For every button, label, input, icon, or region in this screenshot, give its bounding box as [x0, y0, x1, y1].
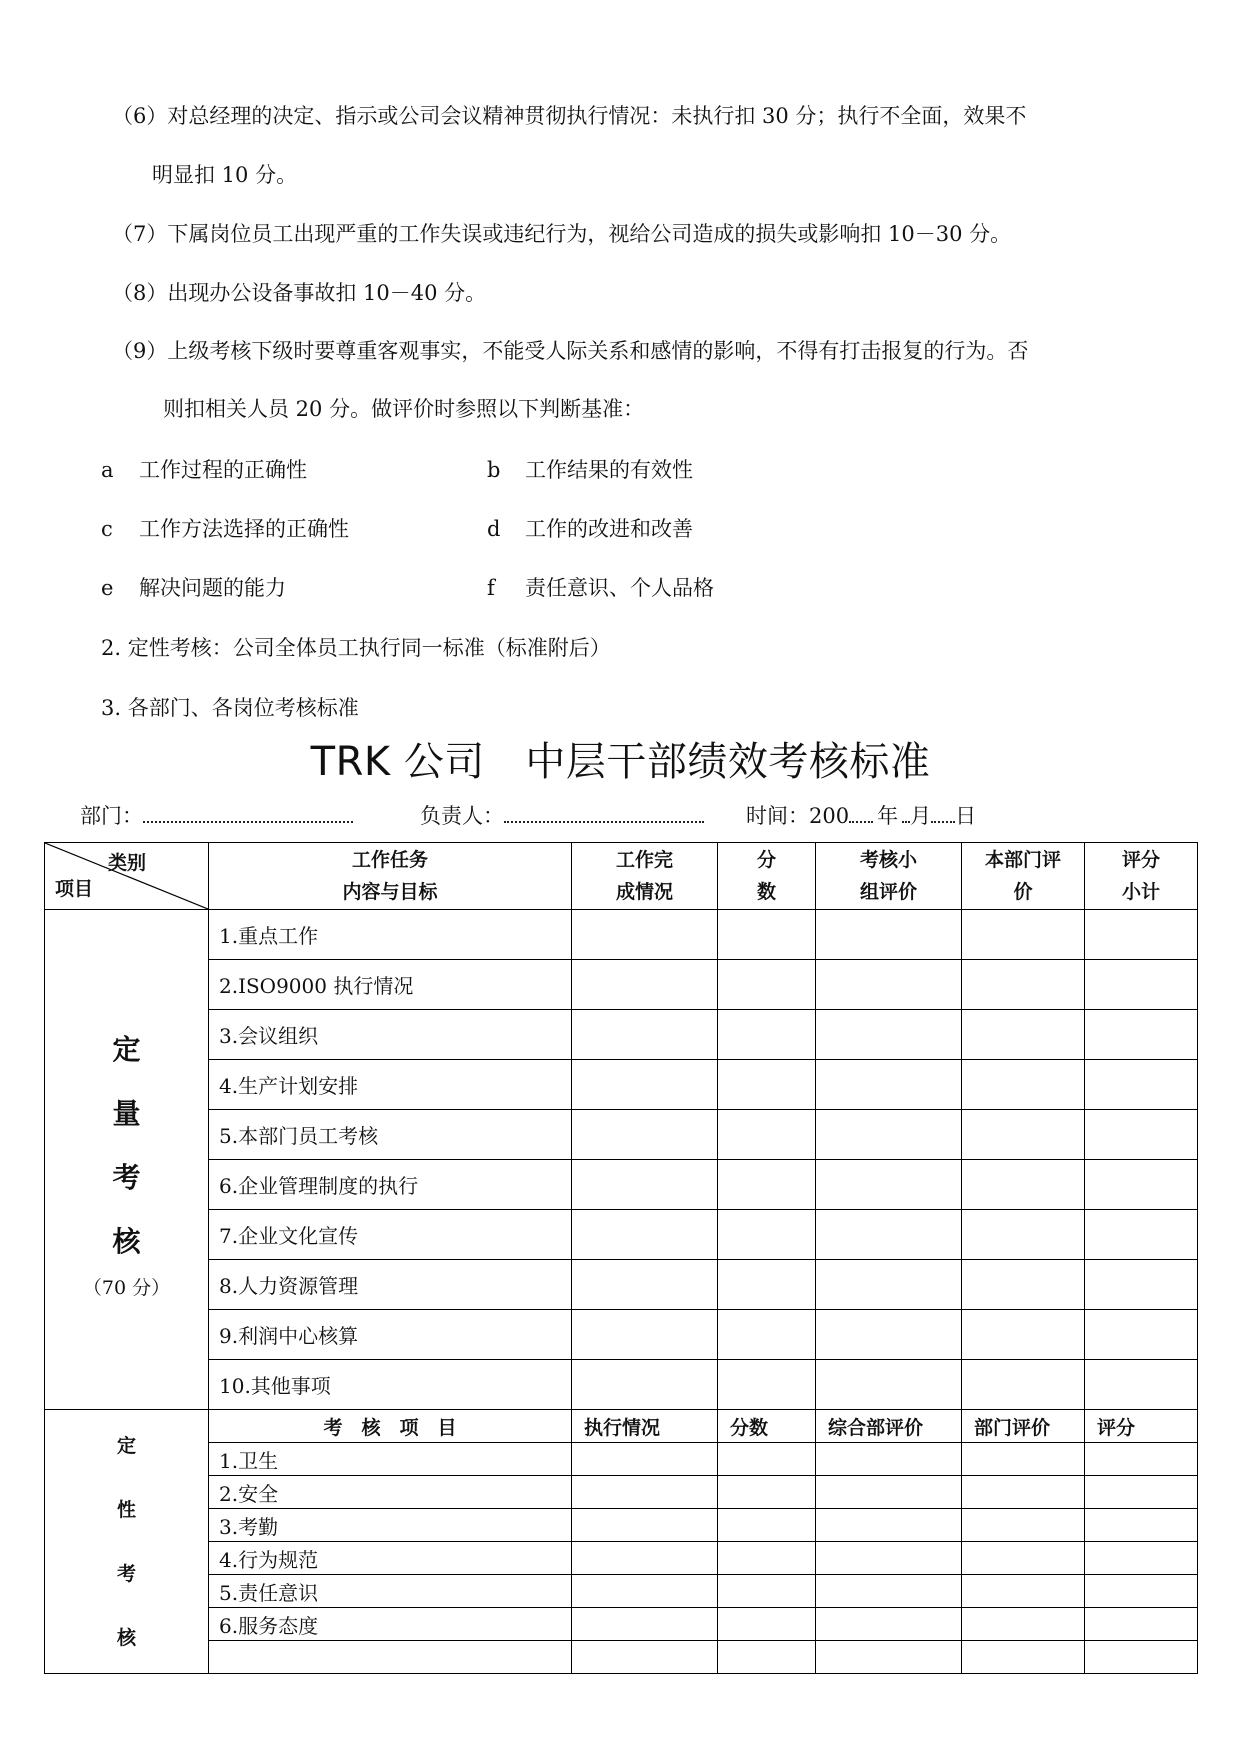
section-dept-standards: 3. 各部门、各岗位考核标准 [101, 696, 359, 720]
criterion-letter: a [101, 458, 114, 482]
header-subtotal: 评分 小计 [1085, 843, 1198, 910]
overall-eval-cell[interactable] [816, 1542, 962, 1575]
dept-eval-cell[interactable] [962, 910, 1085, 960]
table-row [45, 1010, 1198, 1060]
criterion-d [487, 513, 693, 543]
qual-item-cell: 4.行为规范 [209, 1542, 572, 1575]
rating-cell[interactable] [1085, 1443, 1198, 1476]
subtotal-cell[interactable] [1085, 1060, 1198, 1110]
group-eval-cell[interactable] [816, 1360, 962, 1410]
criterion-text: 工作的改进和改善 [525, 517, 693, 541]
dept-eval-cell[interactable] [962, 1160, 1085, 1210]
table-row [45, 1542, 1198, 1575]
qual-header-rating: 评分 [1085, 1410, 1198, 1443]
qual-header-score: 分数 [718, 1410, 816, 1443]
score-cell[interactable] [718, 910, 816, 960]
quant-section-label: 定 量 考 核 （70 分） [45, 910, 209, 1410]
subtotal-cell[interactable] [1085, 910, 1198, 960]
section-qualitative: 2. 定性考核：公司全体员工执行同一标准（标准附后） [101, 636, 611, 660]
completion-cell[interactable] [572, 960, 718, 1010]
task-cell: 5.本部门员工考核 [209, 1110, 572, 1160]
task-cell: 8.人力资源管理 [209, 1260, 572, 1310]
criterion-letter: e [101, 576, 114, 600]
execution-cell[interactable] [572, 1641, 718, 1674]
score-cell[interactable] [718, 1010, 816, 1060]
group-eval-cell[interactable] [816, 1160, 962, 1210]
subtotal-cell[interactable] [1085, 1260, 1198, 1310]
owner-blank [504, 803, 704, 823]
table-row [45, 1575, 1198, 1608]
criterion-text: 责任意识、个人品格 [525, 576, 714, 600]
dept-eval-cell[interactable] [962, 960, 1085, 1010]
completion-cell[interactable] [572, 1060, 718, 1110]
execution-cell[interactable] [572, 1542, 718, 1575]
score-cell[interactable] [718, 1160, 816, 1210]
dept-eval-cell[interactable] [962, 1641, 1085, 1674]
dept-eval-cell[interactable] [962, 1443, 1085, 1476]
criterion-letter: d [487, 517, 501, 541]
group-eval-cell[interactable] [816, 1110, 962, 1160]
time-label: 时间：200 [746, 804, 850, 828]
score-cell[interactable] [718, 1443, 816, 1476]
execution-cell[interactable] [572, 1509, 718, 1542]
owner-label: 负责人： [420, 804, 504, 828]
qual-item-cell: 5.责任意识 [209, 1575, 572, 1608]
score-cell[interactable] [718, 1360, 816, 1410]
rating-cell[interactable] [1085, 1575, 1198, 1608]
paragraph-8: （8）出现办公设备事故扣 10－40 分。 [112, 281, 487, 305]
subtotal-cell[interactable] [1085, 1160, 1198, 1210]
year-label: 年 [877, 804, 899, 828]
table-row [45, 910, 1198, 960]
header-task: 工作任务 内容与目标 [209, 843, 572, 910]
table-row [45, 1443, 1198, 1476]
rating-cell[interactable] [1085, 1542, 1198, 1575]
criterion-a [101, 454, 307, 484]
score-cell[interactable] [718, 1210, 816, 1260]
table-header-row [45, 843, 1198, 910]
paragraph-9: （9）上级考核下级时要尊重客观事实，不能受人际关系和感情的影响，不得有打击报复的行为。否 [112, 339, 1029, 363]
header-item: 项目 [55, 878, 94, 900]
execution-cell[interactable] [572, 1443, 718, 1476]
task-cell: 1.重点工作 [209, 910, 572, 960]
completion-cell[interactable] [572, 1260, 718, 1310]
dept-eval-cell[interactable] [962, 1608, 1085, 1641]
header-category: 类别 [107, 852, 146, 874]
qual-item-cell: 2.安全 [209, 1476, 572, 1509]
score-cell[interactable] [718, 1310, 816, 1360]
table-row [45, 960, 1198, 1010]
criterion-c [101, 513, 349, 543]
subtotal-cell[interactable] [1085, 1210, 1198, 1260]
diagonal-header-cell [45, 843, 209, 910]
table-row [45, 1360, 1198, 1410]
qual-item-cell: 6.服务态度 [209, 1608, 572, 1641]
completion-cell[interactable] [572, 1210, 718, 1260]
overall-eval-cell[interactable] [816, 1443, 962, 1476]
dept-label: 部门： [80, 804, 143, 828]
subtotal-cell[interactable] [1085, 1110, 1198, 1160]
dept-eval-cell[interactable] [962, 1260, 1085, 1310]
dept-eval-cell[interactable] [962, 1360, 1085, 1410]
execution-cell[interactable] [572, 1608, 718, 1641]
criterion-b [487, 454, 693, 484]
task-cell: 6.企业管理制度的执行 [209, 1160, 572, 1210]
paragraph-6-cont: 明显扣 10 分。 [152, 163, 298, 187]
criterion-text: 工作过程的正确性 [139, 458, 307, 482]
score-cell[interactable] [718, 1575, 816, 1608]
score-cell[interactable] [718, 1060, 816, 1110]
score-cell[interactable] [718, 1260, 816, 1310]
qual-header-row [45, 1410, 1198, 1443]
table-row [45, 1608, 1198, 1641]
score-cell[interactable] [718, 1641, 816, 1674]
overall-eval-cell[interactable] [816, 1608, 962, 1641]
rating-cell[interactable] [1085, 1476, 1198, 1509]
dept-eval-cell[interactable] [962, 1509, 1085, 1542]
paragraph-6: （6）对总经理的决定、指示或公司会议精神贯彻执行情况：未执行扣 30 分；执行不全面，效果不 [112, 104, 1027, 128]
score-cell[interactable] [718, 1110, 816, 1160]
meta-time [746, 800, 976, 830]
task-cell: 3.会议组织 [209, 1010, 572, 1060]
task-cell: 7.企业文化宣传 [209, 1210, 572, 1260]
completion-cell[interactable] [572, 1310, 718, 1360]
dept-eval-cell[interactable] [962, 1310, 1085, 1360]
criterion-text: 工作方法选择的正确性 [139, 517, 349, 541]
score-cell[interactable] [718, 1542, 816, 1575]
subtotal-cell[interactable] [1085, 1310, 1198, 1360]
table-row [45, 1060, 1198, 1110]
task-cell: 9.利润中心核算 [209, 1310, 572, 1360]
group-eval-cell[interactable] [816, 960, 962, 1010]
qual-item-cell: 1.卫生 [209, 1443, 572, 1476]
dept-eval-cell[interactable] [962, 1476, 1085, 1509]
criterion-e [101, 572, 286, 602]
dept-eval-cell[interactable] [962, 1010, 1085, 1060]
score-cell[interactable] [718, 960, 816, 1010]
day-label: 日 [955, 804, 977, 828]
meta-owner [420, 800, 704, 830]
criterion-letter: b [487, 458, 501, 482]
year-blank [849, 803, 873, 823]
completion-cell[interactable] [572, 1110, 718, 1160]
table-row [45, 1110, 1198, 1160]
group-eval-cell[interactable] [816, 1210, 962, 1260]
score-cell[interactable] [718, 1608, 816, 1641]
paragraph-7: （7）下属岗位员工出现严重的工作失误或违纪行为，视给公司造成的损失或影响扣 10－30 分。 [112, 222, 1012, 246]
execution-cell[interactable] [572, 1476, 718, 1509]
dept-blank [143, 803, 353, 823]
criterion-text: 解决问题的能力 [139, 576, 286, 600]
criterion-letter: f [487, 576, 495, 600]
qual-header-execution: 执行情况 [572, 1410, 718, 1443]
header-dept-eval: 本部门评 价 [962, 843, 1085, 910]
score-cell[interactable] [718, 1509, 816, 1542]
dept-eval-cell[interactable] [962, 1575, 1085, 1608]
criterion-f [487, 572, 714, 602]
execution-cell[interactable] [572, 1575, 718, 1608]
table-row [45, 1476, 1198, 1509]
task-cell: 10.其他事项 [209, 1360, 572, 1410]
assessment-table [44, 842, 1198, 1674]
dept-eval-cell[interactable] [962, 1210, 1085, 1260]
task-cell: 4.生产计划安排 [209, 1060, 572, 1110]
score-cell[interactable] [718, 1476, 816, 1509]
month-label: 月 [910, 804, 932, 828]
group-eval-cell[interactable] [816, 1310, 962, 1360]
completion-cell[interactable] [572, 1010, 718, 1060]
rating-cell[interactable] [1085, 1608, 1198, 1641]
dept-eval-cell[interactable] [962, 1542, 1085, 1575]
criterion-text: 工作结果的有效性 [525, 458, 693, 482]
rating-cell[interactable] [1085, 1509, 1198, 1542]
qual-header-overall: 综合部评价 [816, 1410, 962, 1443]
subtotal-cell[interactable] [1085, 960, 1198, 1010]
dept-eval-cell[interactable] [962, 1060, 1085, 1110]
table-row [45, 1641, 1198, 1674]
qual-section-label: 定 性 考 核 [45, 1410, 209, 1674]
overall-eval-cell[interactable] [816, 1509, 962, 1542]
quant-points: （70 分） [82, 1276, 171, 1299]
table-row [45, 1310, 1198, 1360]
completion-cell[interactable] [572, 1160, 718, 1210]
header-group-eval: 考核小 组评价 [816, 843, 962, 910]
completion-cell[interactable] [572, 910, 718, 960]
group-eval-cell[interactable] [816, 1010, 962, 1060]
table-row [45, 1260, 1198, 1310]
rating-cell[interactable] [1085, 1641, 1198, 1674]
document-title: TRK 公司 中层干部绩效考核标准 [310, 739, 931, 785]
table-row [45, 1210, 1198, 1260]
overall-eval-cell[interactable] [816, 1575, 962, 1608]
group-eval-cell[interactable] [816, 1260, 962, 1310]
overall-eval-cell[interactable] [816, 1641, 962, 1674]
completion-cell[interactable] [572, 1360, 718, 1410]
task-cell: 2.ISO9000 执行情况 [209, 960, 572, 1010]
qual-item-cell [209, 1641, 572, 1674]
qual-header-item: 考 核 项 目 [209, 1410, 572, 1443]
paragraph-9-cont: 则扣相关人员 20 分。做评价时参照以下判断基准： [163, 397, 645, 421]
group-eval-cell[interactable] [816, 910, 962, 960]
group-eval-cell[interactable] [816, 1060, 962, 1110]
subtotal-cell[interactable] [1085, 1360, 1198, 1410]
table-row [45, 1160, 1198, 1210]
meta-dept [80, 800, 353, 830]
header-completion: 工作完 成情况 [572, 843, 718, 910]
header-score: 分 数 [718, 843, 816, 910]
dept-eval-cell[interactable] [962, 1110, 1085, 1160]
overall-eval-cell[interactable] [816, 1476, 962, 1509]
qual-item-cell: 3.考勤 [209, 1509, 572, 1542]
day-blank [931, 803, 955, 823]
month-blank [902, 803, 910, 823]
subtotal-cell[interactable] [1085, 1010, 1198, 1060]
criterion-letter: c [101, 517, 113, 541]
table-row [45, 1509, 1198, 1542]
qual-header-dept: 部门评价 [962, 1410, 1085, 1443]
